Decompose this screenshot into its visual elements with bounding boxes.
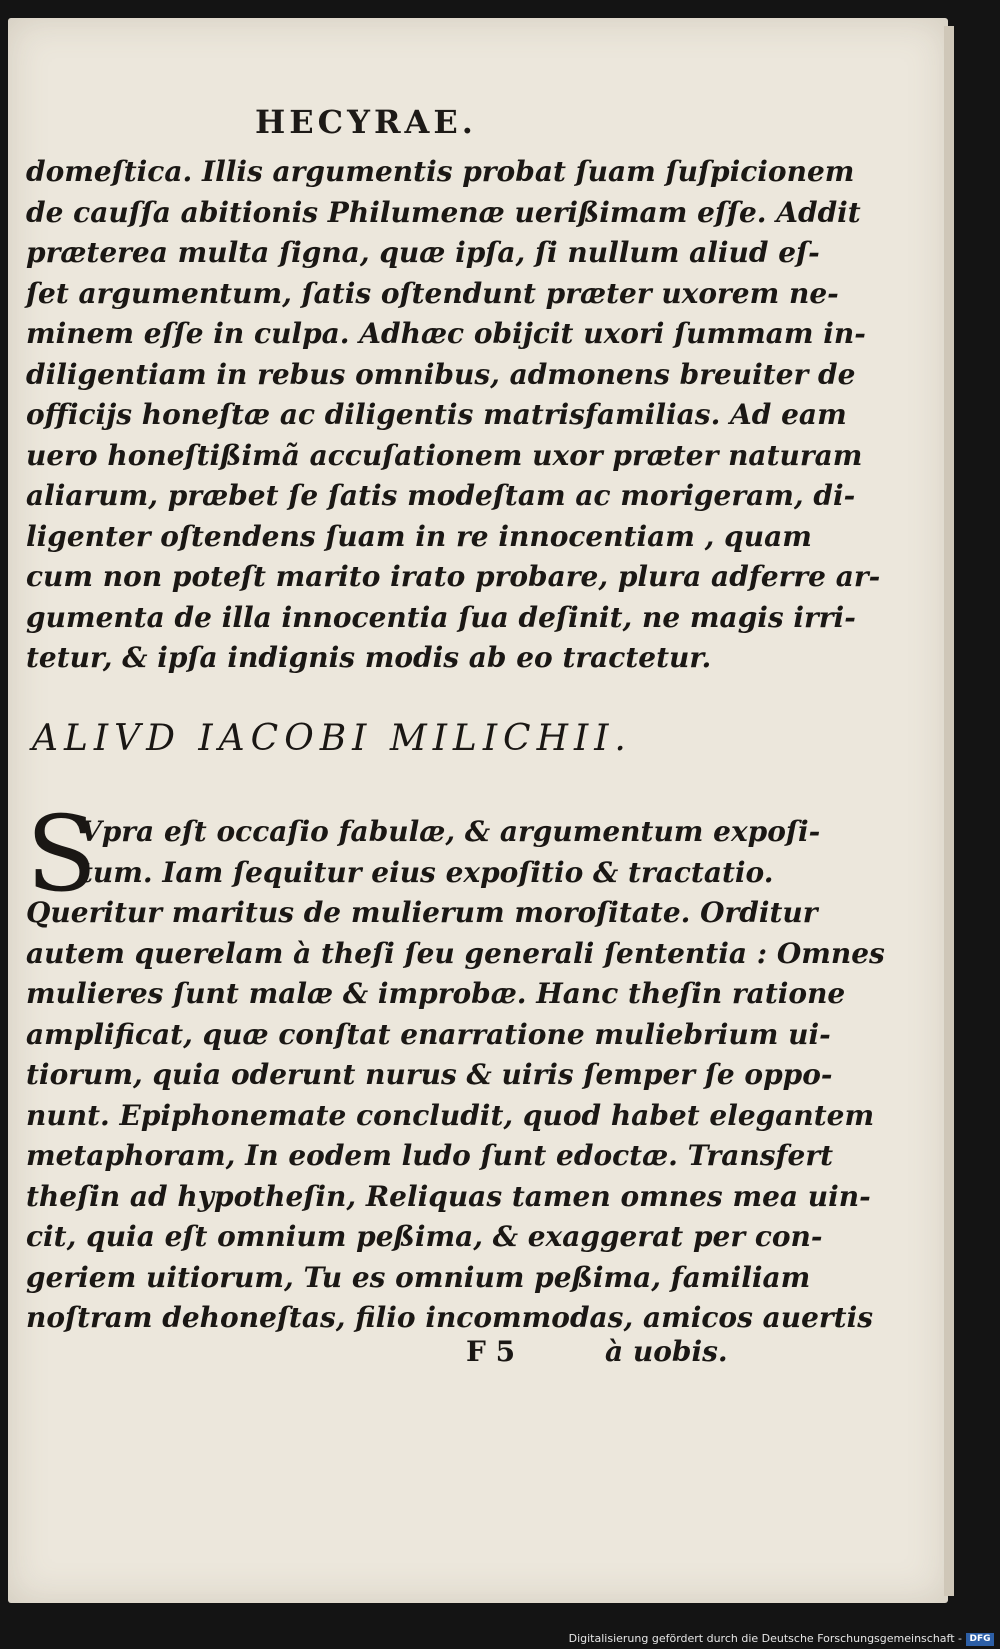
- text-line: cum non poteſt marito irato probare, plura adferre ar-: [26, 560, 881, 593]
- text-line: de cauſſa abitionis Philumenæ uerißimam eſſe. Addit: [26, 195, 861, 229]
- text-line: domeſtica. Illis argumentis probat ſuam ſuſpicionem: [26, 155, 855, 188]
- text-line: officijs honeſtæ ac diligentis matrisfamilias. Ad eam: [26, 398, 847, 431]
- text-line: gumenta de illa innocentia ſua deſinit, ne magis irri-: [26, 600, 856, 634]
- text-line: Vpra eſt occaſio fabulæ, & argumentum expoſi-: [80, 815, 821, 848]
- text-line: aliarum, præbet ſe ſatis modeſtam ac morigeram, di-: [26, 479, 856, 512]
- text-line: tetur, & ipſa indignis modis ab eo tractetur.: [26, 641, 712, 674]
- paragraph-1: [26, 152, 881, 679]
- text-line: geriem uitiorum, Tu es omnium peßima, familiam: [26, 1260, 811, 1294]
- text-line: tum. Iam ſequitur eius expoſitio & tractatio.: [80, 855, 774, 889]
- text-line: diligentiam in rebus omnibus, admonens breuiter de: [26, 357, 856, 391]
- text-line: mulieres ſunt malæ & improbæ. Hanc theſin ratione: [26, 977, 846, 1010]
- paragraph-2: [26, 812, 885, 1339]
- text-line: autem querelam à theſi ſeu generali ſententia : Omnes: [26, 936, 885, 970]
- dfg-logo: DFG: [966, 1633, 994, 1646]
- catchword: à uobis.: [605, 1335, 728, 1368]
- text-line: tiorum, quia oderunt nurus & uiris ſemper ſe oppo-: [26, 1058, 833, 1091]
- digitization-credit: Digitalisierung gefördert durch die Deutsche Forschungsgemeinschaft -: [568, 1632, 962, 1645]
- drop-cap: S: [26, 793, 98, 915]
- text-line: nunt. Epiphonemate concludit, quod habet elegantem: [26, 1098, 875, 1132]
- section-heading: ALIVD IACOBI MILICHII.: [32, 718, 632, 759]
- text-line: cit, quia eſt omnium peßima, & exaggerat per con-: [26, 1220, 823, 1253]
- signature-mark: F 5: [466, 1335, 516, 1368]
- text-line: amplificat, quæ conſtat enarratione muliebrium ui-: [26, 1017, 831, 1051]
- text-line: minem eſſe in culpa. Adhæc obijcit uxori ſummam in-: [26, 317, 866, 350]
- text-line: præterea multa ſigna, quæ ipſa, ſi nullum aliud eſ-: [26, 236, 820, 269]
- running-head: HECYRAE.: [255, 103, 477, 141]
- text-line: ſet argumentum, ſatis oſtendunt præter uxorem ne-: [26, 276, 839, 310]
- text-line: uero honeſtißimã accuſationem uxor præter naturam: [26, 438, 863, 472]
- page-edge: [944, 26, 954, 1596]
- text-line: Queritur maritus de mulierum moroſitate. Orditur: [26, 896, 818, 929]
- text-line: ligenter oſtendens ſuam in re innocentiam , quam: [26, 519, 812, 553]
- text-line: noſtram dehoneſtas, filio incommodas, amicos auertis: [26, 1301, 873, 1334]
- text-line: theſin ad hypotheſin, Reliquas tamen omnes mea uin-: [26, 1179, 871, 1213]
- text-line: metaphoram, In eodem ludo ſunt edoctæ. Transfert: [26, 1139, 834, 1172]
